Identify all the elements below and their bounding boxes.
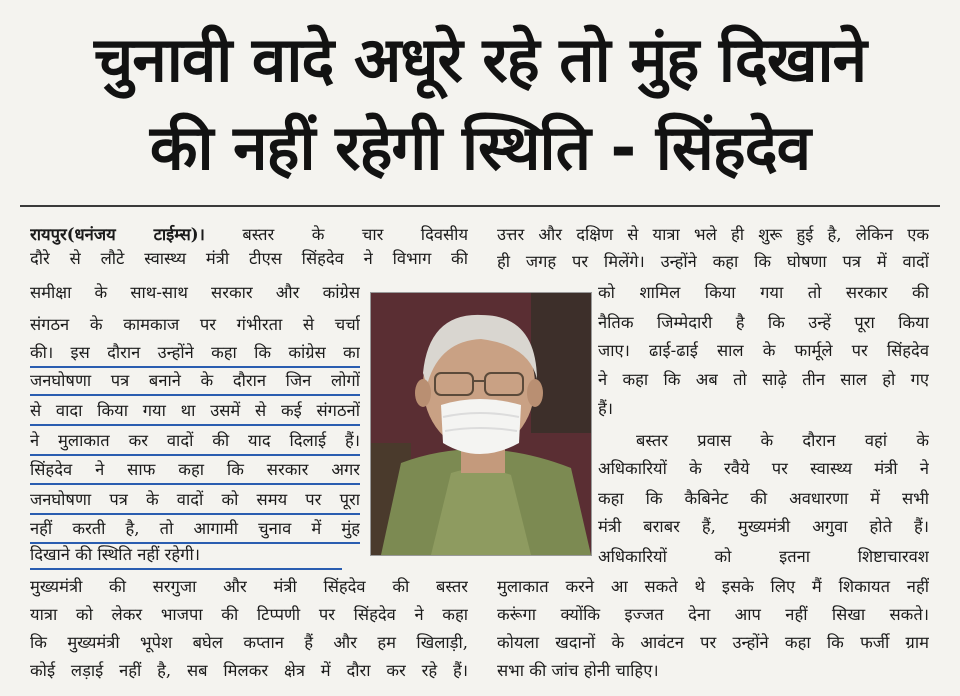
right-line-1: उत्तर और दक्षिण से यात्रा भले ही शुरू हुई है, लेकिन एक — [497, 225, 929, 244]
left-line-9: सिंहदेव ने साफ कहा कि सरकार अगर — [30, 457, 360, 485]
right-line-5: जाए। ढाई-ढाई साल के फार्मूले पर सिंहदेव — [598, 341, 929, 360]
byline: रायपुर(धनंजय टाईम्स)। — [30, 225, 205, 244]
right-line-16: सभा की जांच होनी चाहिए। — [497, 661, 659, 680]
left-line-6: जनघोषणा पत्र बनाने के दौरान जिन लोगों — [30, 368, 360, 396]
right-line-2: ही जगह पर मिलेंगे। उन्होंने कहा कि घोषणा पत्र में वादों — [497, 252, 929, 271]
right-line-15: कोयला खदानों के आवंटन पर उन्होंने कहा कि फर्जी ग्राम — [497, 633, 929, 652]
left-line-5: की। इस दौरान उन्होंने कहा कि कांग्रेस का — [30, 340, 360, 368]
article-photo — [370, 292, 592, 556]
right-line-8: बस्तर प्रवास के दौरान वहां के — [636, 431, 929, 450]
left-line-14: यात्रा को लेकर भाजपा की टिप्पणी पर सिंहदेव ने कहा — [30, 605, 468, 624]
headline-line-1: चुनावी वादे अधूरे रहे तो मुंह दिखाने — [93, 23, 867, 96]
left-line-8: ने मुलाकात कर वादों की याद दिलाई हैं। — [30, 428, 360, 456]
right-line-6: ने कहा कि अब तो साढ़े तीन साल हो गए — [598, 370, 929, 389]
left-line-2: दौरे से लौटे स्वास्थ्य मंत्री टीएस सिंहदेव ने विभाग की — [30, 249, 468, 268]
photo-illustration — [371, 293, 591, 555]
left-line-1-text: बस्तर के चार दिवसीय — [242, 225, 468, 244]
right-line-13: मुलाकात करने आ सकते थे इसके लिए मैं शिकायत नहीं — [497, 577, 929, 596]
headline-divider — [20, 205, 940, 207]
right-line-12: अधिकारियों को इतना शिष्टाचारवश — [598, 547, 929, 566]
left-line-13: मुख्यमंत्री की सरगुजा और मंत्री सिंहदेव की बस्तर — [30, 577, 468, 596]
left-line-12: दिखाने की स्थिति नहीं रहेगी। — [30, 542, 342, 570]
right-line-7: हैं। — [598, 399, 614, 418]
right-line-4: नैतिक जिम्मेदारी है कि उन्हें पूरा किया — [598, 313, 929, 332]
left-line-3: समीक्षा के साथ-साथ सरकार और कांग्रेस — [30, 283, 360, 302]
left-line-10: जनघोषणा पत्र के वादों को समय पर पूरा — [30, 487, 360, 515]
left-line-15: कि मुख्यमंत्री भूपेश बघेल कप्तान हैं और हम खिलाड़ी, — [30, 633, 468, 652]
headline-line-2: की नहीं रहेगी स्थिति - सिंहदेव — [149, 111, 811, 184]
left-line-16: कोई लड़ाई नहीं है, सब मिलकर क्षेत्र में दौरा कर रहे हैं। — [30, 661, 468, 680]
left-line-7: से वादा किया गया था उसमें से कई संगठनों — [30, 398, 360, 426]
right-line-11: मंत्री बराबर हैं, मुख्यमंत्री अगुवा होते हैं। — [598, 517, 929, 536]
left-line-11: नहीं करती है, तो आगामी चुनाव में मुंह — [30, 516, 360, 544]
right-line-14: करूंगा क्योंकि इज्जत देना आप नहीं सिखा सकते। — [497, 605, 929, 624]
left-line-4: संगठन के कामकाज पर गंभीरता से चर्चा — [30, 315, 360, 334]
right-line-9: अधिकारियों के रवैये पर स्वास्थ्य मंत्री ने — [598, 459, 929, 478]
right-line-3: को शामिल किया गया तो सरकार की — [598, 283, 929, 302]
left-line-1 — [30, 222, 468, 248]
right-line-10: कहा कि कैबिनेट की अवधारणा में सभी — [598, 489, 929, 508]
